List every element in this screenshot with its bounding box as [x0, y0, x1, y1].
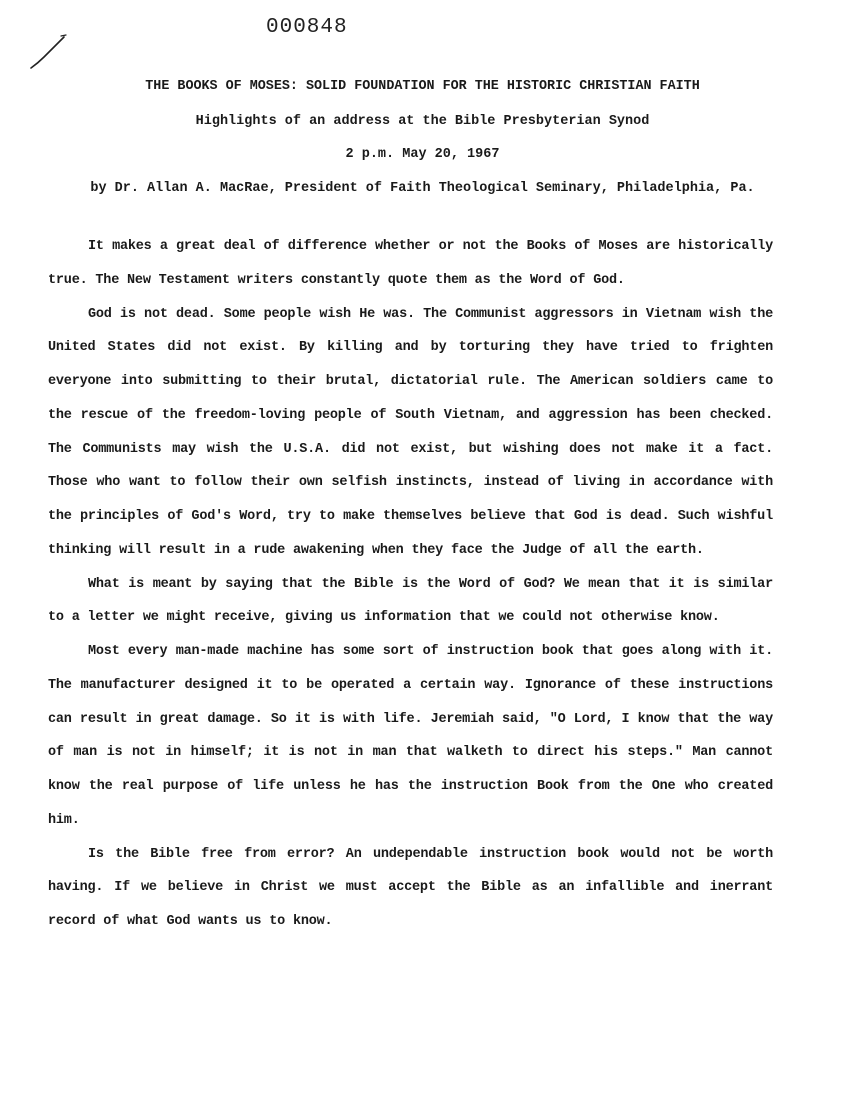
- pen-check-mark-icon: [28, 32, 72, 72]
- paragraph: Most every man-made machine has some sort of instruction book that goes along with it. The manufacturer designed it to be operated a certain way. Ignorance of these instructions can result in great damage. So it is with life. Jeremiah said, "O Lord, I know that the way of man is not in himself; it is not in man that walketh to direct his steps." Man cannot know the real purpose of life unless he has the instruction Book from the One who created him.: [48, 644, 773, 828]
- document-dateline: 2 p.m. May 20, 1967: [345, 147, 500, 162]
- paragraph: It makes a great deal of difference whether or not the Books of Moses are historically true. The New Testament writers constantly quote them as the Word of God.: [48, 239, 773, 288]
- paragraph: What is meant by saying that the Bible is the Word of God? We mean that it is similar to a letter we might receive, giving us information that we could not otherwise know.: [48, 576, 773, 626]
- document-byline: by Dr. Allan A. MacRae, President of Faith Theological Seminary, Philadelphia, Pa.: [90, 181, 755, 196]
- paragraph: Is the Bible free from error? An undependable instruction book would not be worth having. If we believe in Christ we must accept the Bible as an infallible and inerrant record of what God wants us to know.: [48, 846, 773, 929]
- document-body: [48, 230, 773, 939]
- document-number: 000848: [266, 16, 348, 39]
- document-title: THE BOOKS OF MOSES: SOLID FOUNDATION FOR THE HISTORIC CHRISTIAN FAITH: [145, 79, 700, 94]
- paragraph: God is not dead. Some people wish He was. The Communist aggressors in Vietnam wish the United States did not exist. By killing and by torturing they have tried to frighten everyone into submitting to their brutal, dictatorial rule. The American soldiers came to the rescue of the freedom-loving people of South Vietnam, and aggression has been checked. The Communists may wish the U.S.A. did not exist, but wishing does not make it a fact. Those who want to follow their own selfish instincts, instead of living in accordance with the principles of God's Word, try to make themselves believe that God is dead. Such wishful thinking will result in a rude awakening when they face the Judge of all the earth.: [48, 306, 773, 558]
- document-subtitle: Highlights of an address at the Bible Presbyterian Synod: [195, 114, 650, 129]
